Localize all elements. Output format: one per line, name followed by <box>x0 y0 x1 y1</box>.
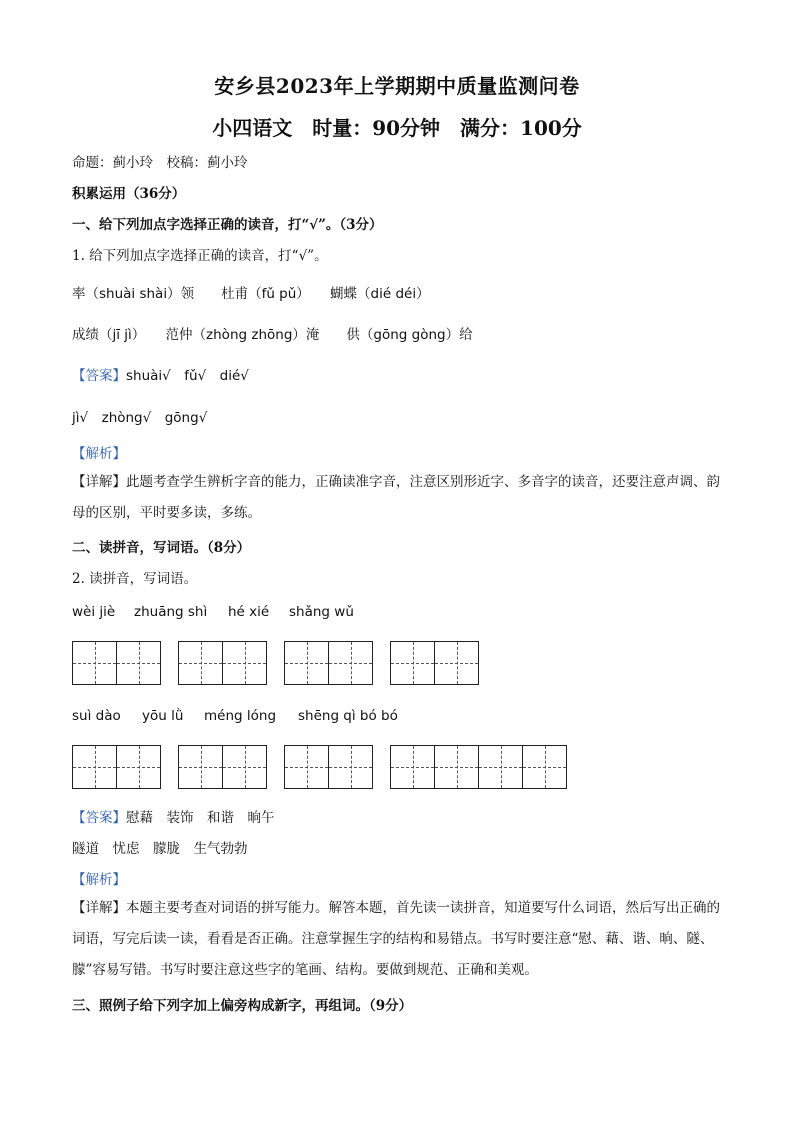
q1-answer-line2: jì√ zhòng√ gōng√ <box>72 410 208 426</box>
pinyin-item: shēng qì bó bó <box>298 708 398 724</box>
writing-grid[interactable] <box>390 641 479 685</box>
exam-title: 安乡县2023年上学期期中质量监测问卷 <box>214 74 580 98</box>
q1-analysis-label: 【解析】 <box>72 446 126 462</box>
pinyin-item: yōu lǜ <box>142 708 184 724</box>
q2-prompt: 2. 读拼音，写词语。 <box>72 571 198 587</box>
q3-heading: 三、照例子给下列字加上偏旁构成新字，再组词。（9分） <box>72 998 413 1014</box>
pinyin-item: méng lóng <box>204 708 277 724</box>
writing-grid[interactable] <box>72 745 161 789</box>
pinyin-item: zhuāng shì <box>134 604 208 620</box>
pinyin-item: wèi jiè <box>72 604 116 620</box>
writing-grid[interactable] <box>178 641 267 685</box>
q1-line2: 成绩（jī jì） 范仲（zhòng zhōng）淹 供（gōng gòng）给 <box>72 327 473 343</box>
pinyin-item: shǎng wǔ <box>289 604 354 620</box>
exam-subtitle: 小四语文 时量：90分钟 满分：100分 <box>212 116 582 140</box>
q1-answer <box>72 364 249 384</box>
pinyin-item: suì dào <box>72 708 121 724</box>
q1-prompt: 1. 给下列加点字选择正确的读音，打“√”。 <box>72 248 328 264</box>
q2-detail: 【详解】本题主要考查对词语的拼写能力。解答本题，首先读一读拼音，知道要写什么词语，然后写出正确的词语，写完后读一读，看看是否正确。注意掌握生字的结构和易错点。书写时要注意“慰、藉、谐、晌、隧、朦”容易写错。书写时要注意这些字的笔画、结构。要做到规范、正确和美观。 <box>72 900 720 978</box>
writing-grid[interactable] <box>390 745 567 789</box>
answer-label: 【答案】 <box>72 810 126 826</box>
answer-text: 慰藉 装饰 和谐 晌午 <box>126 810 275 826</box>
q2-heading: 二、读拼音，写词语。（8分） <box>72 540 251 556</box>
q2-analysis-label: 【解析】 <box>72 872 126 888</box>
writing-grid[interactable] <box>284 745 373 789</box>
authors-line: 命题：蓟小玲 校稿：蓟小玲 <box>72 155 248 171</box>
writing-grid[interactable] <box>178 745 267 789</box>
section-heading: 积累运用（36分） <box>72 186 186 202</box>
writing-grid[interactable] <box>284 641 373 685</box>
q2-answer-line2: 隧道 忧虑 朦胧 生气勃勃 <box>72 841 248 857</box>
q1-line1: 率（shuài shài）领 杜甫（fǔ pǔ） 蝴蝶（dié déi） <box>72 286 430 302</box>
q1-heading: 一、给下列加点字选择正确的读音，打“√”。（3分） <box>72 217 383 233</box>
pinyin-item: hé xié <box>228 604 270 620</box>
q1-detail: 【详解】此题考查学生辨析字音的能力，正确读准字音，注意区别形近字、多音字的读音，还要注意声调、韵母的区别，平时要多读，多练。 <box>72 474 720 521</box>
q2-answer <box>72 806 275 826</box>
answer-text: shuài√ fǔ√ dié√ <box>126 368 249 384</box>
writing-grid[interactable] <box>72 641 161 685</box>
answer-label: 【答案】 <box>72 368 126 384</box>
